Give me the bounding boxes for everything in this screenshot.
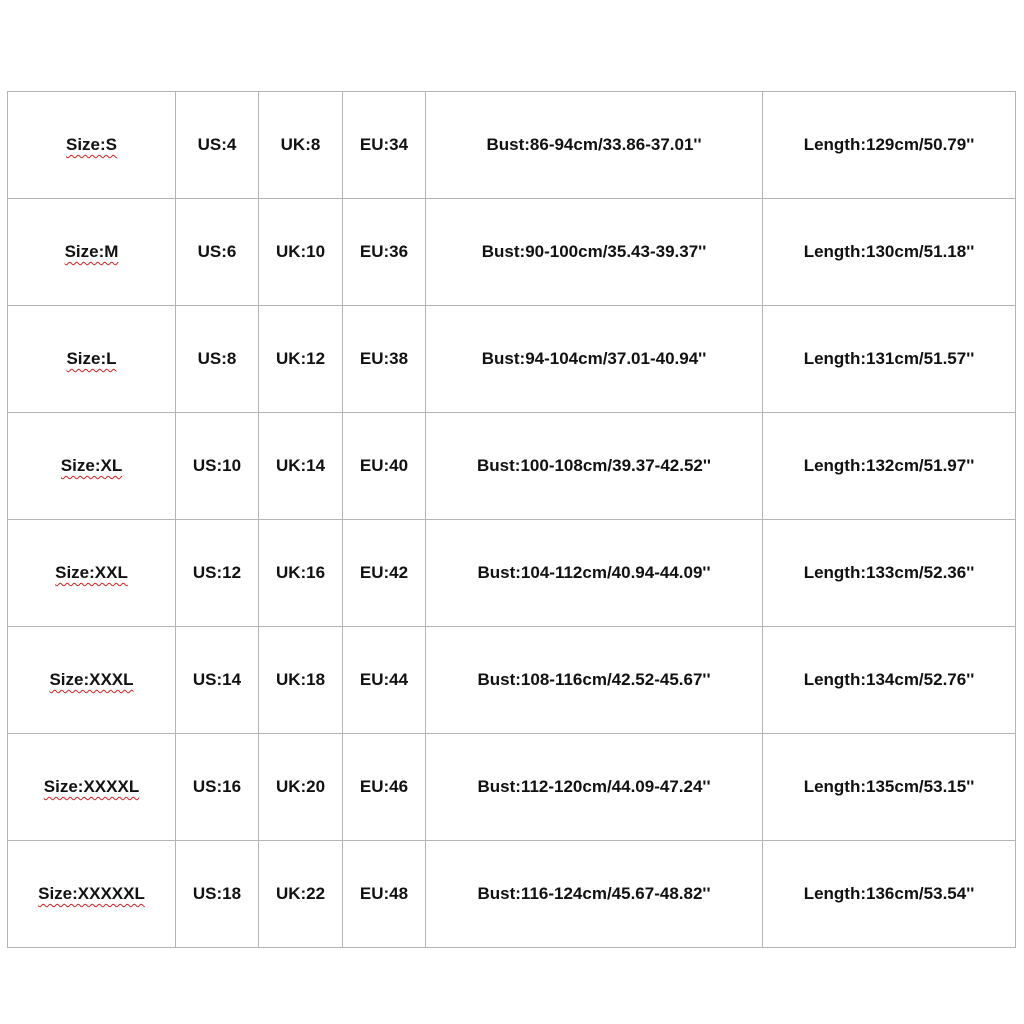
table-row xyxy=(8,841,1016,948)
uk-size-cell: UK:20 xyxy=(259,734,343,841)
size-label: Size:XXXL xyxy=(49,670,134,689)
us-size-cell: US:8 xyxy=(176,306,259,413)
eu-size-cell: EU:46 xyxy=(343,734,426,841)
bust-cell: Bust:104-112cm/40.94-44.09'' xyxy=(426,520,763,627)
bust-cell: Bust:108-116cm/42.52-45.67'' xyxy=(426,627,763,734)
table-row xyxy=(8,734,1016,841)
size-cell xyxy=(8,520,176,627)
uk-size-cell: UK:22 xyxy=(259,841,343,948)
size-label: Size:S xyxy=(65,135,118,154)
us-size-cell: US:6 xyxy=(176,199,259,306)
length-cell: Length:133cm/52.36'' xyxy=(763,520,1016,627)
size-cell xyxy=(8,627,176,734)
eu-size-cell: EU:36 xyxy=(343,199,426,306)
us-size-cell: US:10 xyxy=(176,413,259,520)
table-row xyxy=(8,627,1016,734)
us-size-cell: US:4 xyxy=(176,92,259,199)
length-cell: Length:136cm/53.54'' xyxy=(763,841,1016,948)
us-size-cell: US:16 xyxy=(176,734,259,841)
size-cell xyxy=(8,92,176,199)
bust-cell: Bust:112-120cm/44.09-47.24'' xyxy=(426,734,763,841)
uk-size-cell: UK:10 xyxy=(259,199,343,306)
size-label: Size:XXL xyxy=(55,563,128,582)
length-cell: Length:129cm/50.79'' xyxy=(763,92,1016,199)
length-cell: Length:130cm/51.18'' xyxy=(763,199,1016,306)
size-cell xyxy=(8,306,176,413)
us-size-cell: US:12 xyxy=(176,520,259,627)
eu-size-cell: EU:44 xyxy=(343,627,426,734)
bust-cell: Bust:116-124cm/45.67-48.82'' xyxy=(426,841,763,948)
length-cell: Length:134cm/52.76'' xyxy=(763,627,1016,734)
bust-cell: Bust:90-100cm/35.43-39.37'' xyxy=(426,199,763,306)
table-row xyxy=(8,520,1016,627)
eu-size-cell: EU:40 xyxy=(343,413,426,520)
bust-cell: Bust:94-104cm/37.01-40.94'' xyxy=(426,306,763,413)
length-cell: Length:131cm/51.57'' xyxy=(763,306,1016,413)
size-cell xyxy=(8,734,176,841)
size-label: Size:M xyxy=(64,242,119,261)
uk-size-cell: UK:12 xyxy=(259,306,343,413)
bust-cell: Bust:86-94cm/33.86-37.01'' xyxy=(426,92,763,199)
bust-cell: Bust:100-108cm/39.37-42.52'' xyxy=(426,413,763,520)
eu-size-cell: EU:42 xyxy=(343,520,426,627)
eu-size-cell: EU:34 xyxy=(343,92,426,199)
length-cell: Length:132cm/51.97'' xyxy=(763,413,1016,520)
size-cell xyxy=(8,199,176,306)
us-size-cell: US:18 xyxy=(176,841,259,948)
table-row xyxy=(8,92,1016,199)
size-chart-table xyxy=(7,91,1016,948)
table-row xyxy=(8,199,1016,306)
uk-size-cell: UK:14 xyxy=(259,413,343,520)
size-label: Size:XXXXL xyxy=(43,777,140,796)
size-cell xyxy=(8,413,176,520)
uk-size-cell: UK:8 xyxy=(259,92,343,199)
uk-size-cell: UK:16 xyxy=(259,520,343,627)
length-cell: Length:135cm/53.15'' xyxy=(763,734,1016,841)
size-label: Size:XXXXXL xyxy=(38,884,145,903)
table-row xyxy=(8,413,1016,520)
size-label: Size:L xyxy=(66,349,117,368)
table-row xyxy=(8,306,1016,413)
eu-size-cell: EU:48 xyxy=(343,841,426,948)
uk-size-cell: UK:18 xyxy=(259,627,343,734)
size-label: Size:XL xyxy=(60,456,123,475)
size-cell xyxy=(8,841,176,948)
us-size-cell: US:14 xyxy=(176,627,259,734)
eu-size-cell: EU:38 xyxy=(343,306,426,413)
